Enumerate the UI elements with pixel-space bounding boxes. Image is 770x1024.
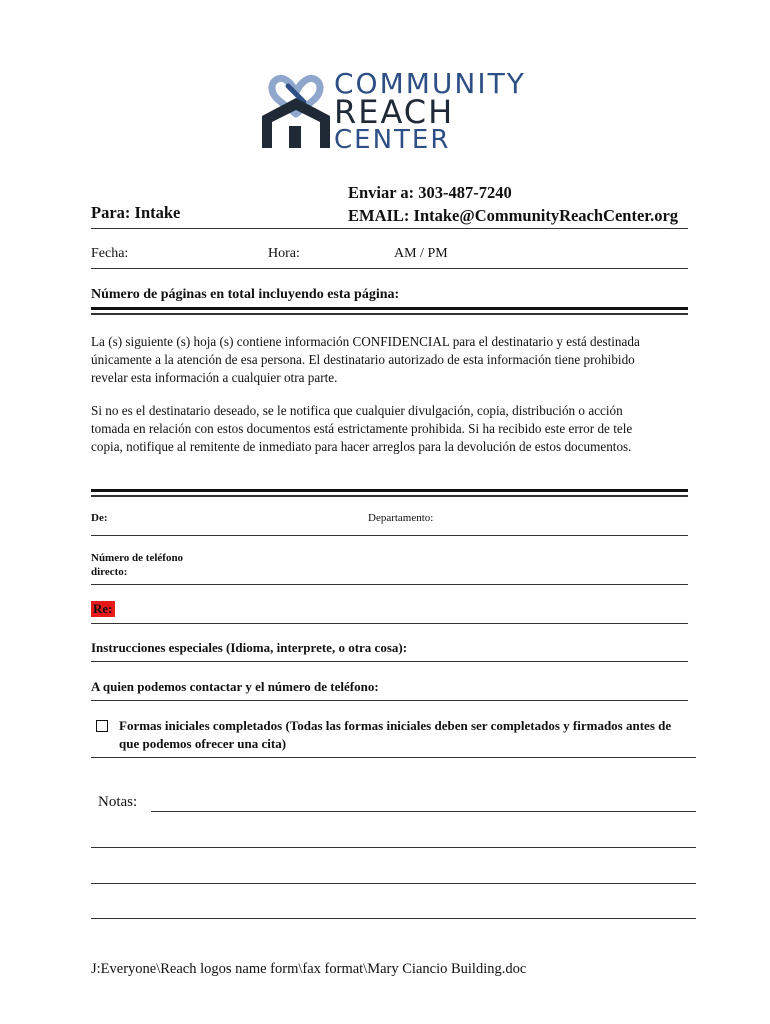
re-label: Re: xyxy=(93,601,113,616)
paginas-divider-top xyxy=(91,307,688,310)
logo xyxy=(258,67,526,155)
fecha-divider xyxy=(91,268,688,269)
enviar-fax-number: Enviar a: 303-487-7240 xyxy=(348,183,512,202)
telefono-line[interactable] xyxy=(91,584,688,585)
paginas-label: Número de páginas en total incluyendo esta página: xyxy=(91,287,400,302)
logo-line-reach: REACH xyxy=(334,93,455,131)
formas-text-line-1: Formas iniciales completados (Todas las formas iniciales deben ser completados y firmados antes de xyxy=(119,718,672,733)
form-divider-top xyxy=(91,489,688,492)
notice-paragraph xyxy=(91,402,691,456)
checkbox-formas[interactable] xyxy=(96,720,108,732)
departamento-label: Departamento: xyxy=(368,512,434,524)
formas-line xyxy=(91,757,696,758)
re-line[interactable] xyxy=(91,623,688,624)
am-pm-label: AM / PM xyxy=(394,246,448,261)
telefono-label xyxy=(91,551,183,579)
logo-line-center: CENTER xyxy=(334,125,451,155)
confidential-paragraph xyxy=(91,333,691,387)
header-divider xyxy=(91,228,688,229)
form-divider-bottom xyxy=(91,495,688,497)
notas-line-3[interactable] xyxy=(91,883,696,884)
logo-house-heart-icon xyxy=(258,74,334,152)
footer-file-path: J:Everyone\Reach logos name form\fax format\Mary Ciancio Building.doc xyxy=(91,961,527,977)
fecha-label: Fecha: xyxy=(91,246,129,261)
email-address: EMAIL: Intake@CommunityReachCenter.org xyxy=(348,206,679,225)
telefono-label-line-1: Número de teléfono xyxy=(91,552,184,564)
confidential-line-3: revelar esta información a cualquier otra parte. xyxy=(91,370,338,385)
notas-label: Notas: xyxy=(98,794,138,810)
notice-line-1: Si no es el destinatario deseado, se le notifica que cualquier divulgación, copia, distribución o acción xyxy=(91,403,623,418)
formas-text-line-2: que podemos ofrecer una cita) xyxy=(119,736,287,751)
confidential-line-1: La (s) siguiente (s) hoja (s) contiene información CONFIDENCIAL para el destinatario y está destinada xyxy=(91,334,640,349)
notas-line-1[interactable] xyxy=(151,811,696,812)
instrucciones-line[interactable] xyxy=(91,661,688,662)
para-label: Para: Intake xyxy=(91,203,181,222)
de-line[interactable] xyxy=(91,535,688,536)
contactar-line[interactable] xyxy=(91,700,688,701)
contactar-label: A quien podemos contactar y el número de teléfono: xyxy=(91,679,379,694)
telefono-label-line-2: directo: xyxy=(91,566,128,578)
instrucciones-label: Instrucciones especiales (Idioma, interprete, o otra cosa): xyxy=(91,640,408,655)
confidential-line-2: únicamente a la atención de esa persona. El destinatario autorizado de esta información tiene prohibido xyxy=(91,352,635,367)
notas-line-2[interactable] xyxy=(91,847,696,848)
logo-line-community: COMMUNITY xyxy=(334,67,526,100)
paginas-divider-bottom xyxy=(91,313,688,315)
notice-line-2: tomada en relación con estos documentos está estrictamente prohibida. Si ha recibido este error de tele xyxy=(91,421,633,436)
notas-line-4[interactable] xyxy=(91,918,696,919)
notice-line-3: copia, notifique al remitente de inmediato para hacer arreglos para la devolución de estos documentos. xyxy=(91,439,632,454)
hora-label: Hora: xyxy=(268,246,300,261)
de-label: De: xyxy=(91,512,108,524)
formas-text xyxy=(119,717,694,753)
